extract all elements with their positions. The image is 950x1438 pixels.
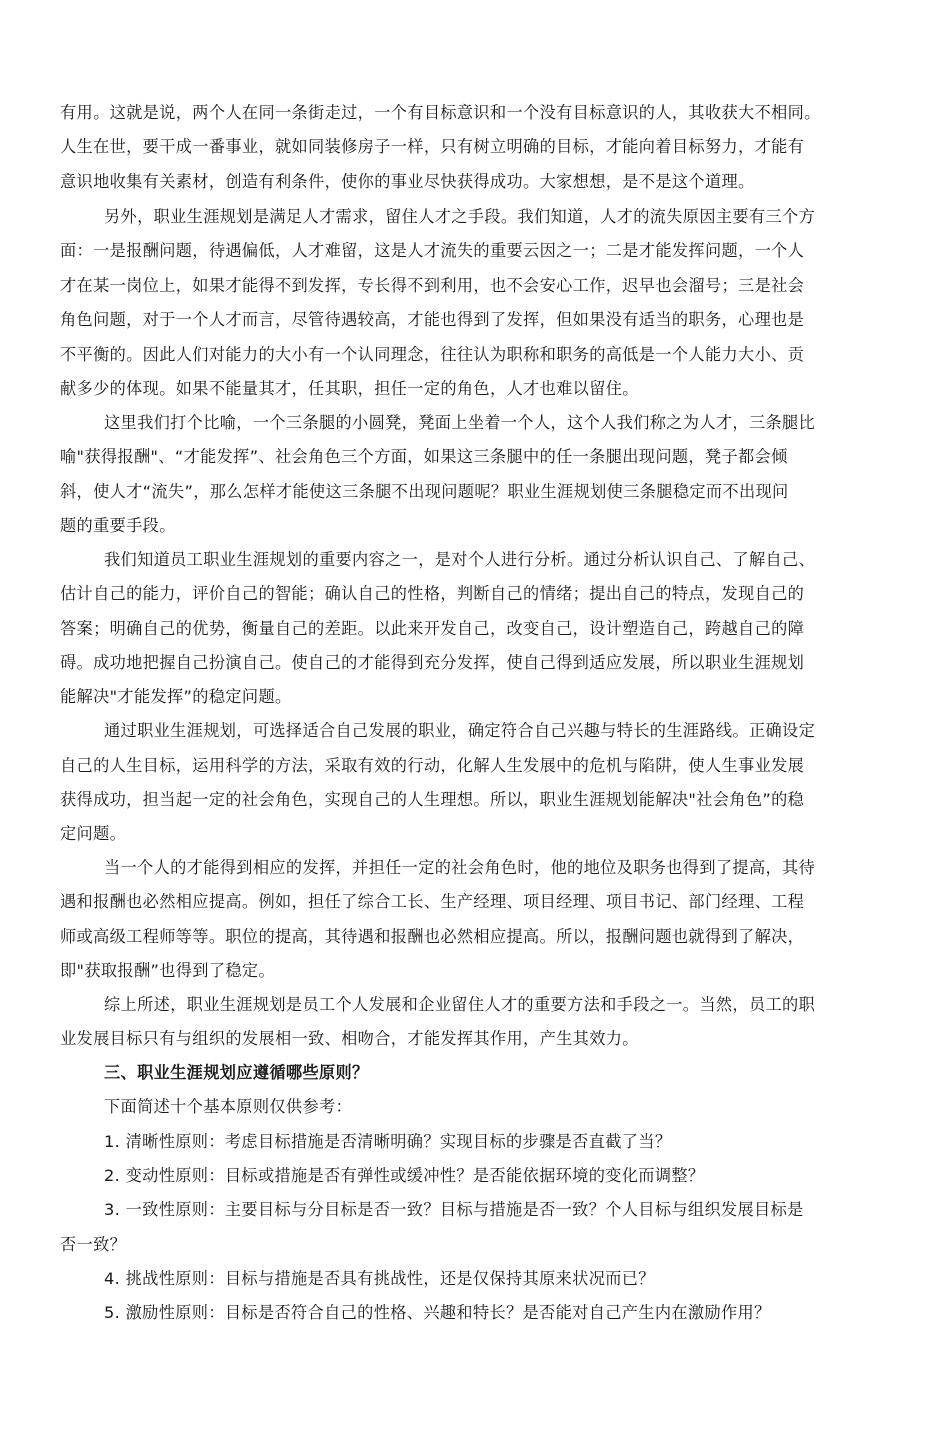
text-line: 另外，职业生涯规划是满足人才需求，留住人才之手段。我们知道，人才的流失原因主要有三个方: [104, 207, 816, 226]
text-line: 人生在世，要干成一番事业，就如同装修房子一样，只有树立明确的目标，才能向着目标努力，才能有: [60, 137, 805, 156]
principle-item: 4. 挑战性原则：目标与措施是否具有挑战性，还是仅保持其原来状况而已？: [104, 1269, 655, 1288]
text-line: 下面简述十个基本原则仅供参考：: [104, 1097, 353, 1116]
text-line: 意识地收集有关素材，创造有利条件，使你的事业尽快获得成功。大家想想，是不是这个道理。: [60, 172, 755, 191]
text-line: 综上所述，职业生涯规划是员工个人发展和企业留住人才的重要方法和手段之一。当然，员工的职: [104, 995, 816, 1014]
text-line: 我们知道员工职业生涯规划的重要内容之一，是对个人进行分析。通过分析认识自己、了解自己、: [104, 550, 816, 569]
text-line: 遇和报酬也必然相应提高。例如，担任了综合工长、生产经理、项目经理、项目书记、部门经理、工程: [60, 892, 805, 911]
text-line: 获得成功，担当起一定的社会角色，实现自己的人生理想。所以，职业生涯规划能解决"社会角色”的稳: [60, 790, 805, 809]
text-line: 通过职业生涯规划，可选择适合自己发展的职业，确定符合自己兴趣与特长的生涯路线。正确设定: [104, 721, 816, 740]
text-line: 答案；明确自己的优势，衡量自己的差距。以此来开发自己，改变自己，设计塑造自己，跨越自己的障: [60, 619, 805, 638]
text-line: 碍。成功地把握自己扮演自己。使自己的才能得到充分发挥，使自己得到适应发展，所以职业生涯规划: [60, 653, 805, 672]
principle-item: 1. 清晰性原则：考虑目标措施是否清晰明确？实现目标的步骤是否直截了当？: [104, 1132, 672, 1151]
text-line: 喻"获得报酬"、“才能发挥”、社会角色三个方面，如果这三条腿中的任一条腿出现问题，凳子都会倾: [60, 447, 788, 466]
text-line: 定问题。: [60, 824, 127, 843]
text-line: 有用。这就是说，两个人在同一条街走过，一个有目标意识和一个没有目标意识的人，其收获大不相同。: [60, 103, 821, 122]
text-line: 即"获取报酬”也得到了稳定。: [60, 961, 275, 980]
text-line: 献多少的体现。如果不能量其才，任其职，担任一定的角色，人才也难以留住。: [60, 379, 639, 398]
text-line: 题的重要手段。: [60, 516, 176, 535]
text-line: 当一个人的才能得到相应的发挥，并担任一定的社会角色时，他的地位及职务也得到了提高，其待: [104, 858, 816, 877]
text-line: 自己的人生目标，运用科学的方法，采取有效的行动，化解人生发展中的危机与陷阱，使人生事业发展: [60, 756, 805, 775]
principle-item: 2. 变动性原则：目标或措施是否有弹性或缓冲性？是否能依据环境的变化而调整？: [104, 1166, 705, 1185]
text-line: 不平衡的。因此人们对能力的大小有一个认同理念，往往认为职称和职务的高低是一个人能力大小、贡: [60, 345, 805, 364]
principle-item: 5. 激励性原则：目标是否符合自己的性格、兴趣和特长？是否能对自己产生内在激励作用？: [104, 1303, 771, 1322]
text-line: 估计自己的能力，评价自己的智能；确认自己的性格，判断自己的情绪；提出自己的特点，发现自己的: [60, 584, 805, 603]
text-line: 角色问题，对于一个人才而言，尽管待遇较高，才能也得到了发挥，但如果没有适当的职务，心理也是: [60, 310, 805, 329]
text-line: 这里我们打个比喻，一个三条腿的小圆凳，凳面上坐着一个人，这个人我们称之为人才，三条腿比: [104, 413, 816, 432]
section-heading: 三、职业生涯规划应遵循哪些原则？: [104, 1063, 369, 1082]
text-line: 否一致？: [60, 1235, 127, 1254]
text-line: 斜，使人才“流失”，那么怎样才能使这三条腿不出现问题呢？职业生涯规划使三条腿稳定而不出现问: [60, 482, 789, 501]
principle-item: 3. 一致性原则：主要目标与分目标是否一致？目标与措施是否一致？个人目标与组织发展目标是: [104, 1200, 804, 1219]
text-line: 才在某一岗位上，如果才能得不到发挥，专长得不到利用，也不会安心工作，迟早也会溜号；三是社会: [60, 276, 805, 295]
text-line: 师或高级工程师等等。职位的提高，其待遇和报酬也必然相应提高。所以，报酬问题也就得到了解决，: [60, 927, 805, 946]
text-line: 面：一是报酬问题，待遇偏低，人才难留，这是人才流失的重要云因之一；二是才能发挥问题，一个人: [60, 241, 805, 260]
text-line: 业发展目标只有与组织的发展相一致、相吻合，才能发挥其作用，产生其效力。: [60, 1029, 639, 1048]
text-line: 能解决"才能发挥”的稳定问题。: [60, 687, 292, 706]
